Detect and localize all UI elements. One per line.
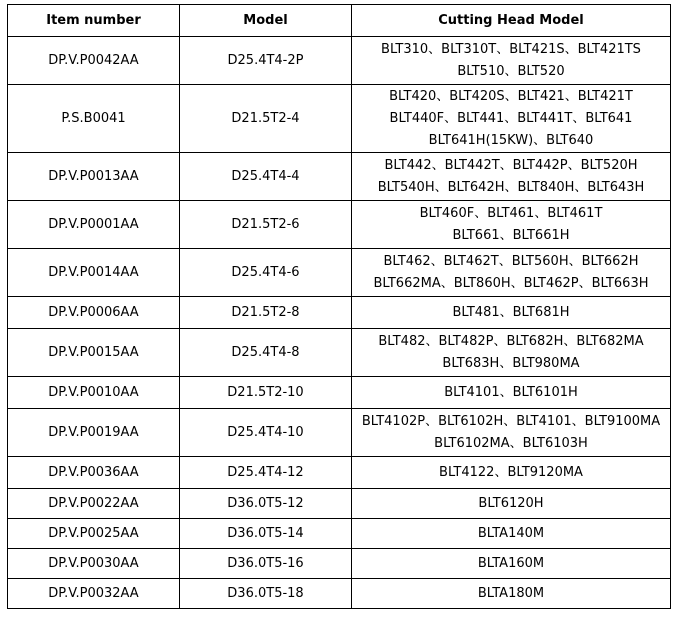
cutting-head-line: BLT540H、BLT642H、BLT840H、BLT643H: [377, 179, 645, 195]
item-number-cell: DP.V.P0042AA: [8, 37, 180, 85]
item-number-cell: DP.V.P0022AA: [8, 489, 180, 519]
model-cell: D25.4T4-4: [180, 153, 352, 201]
table-row: [8, 85, 671, 153]
cutting-head-cell: [352, 85, 671, 153]
cutting-head-line: BLT481、BLT681H: [452, 304, 570, 320]
specification-table: [7, 4, 671, 609]
item-number-cell: DP.V.P0001AA: [8, 201, 180, 249]
table-row: [8, 579, 671, 609]
cutting-head-cell: [352, 489, 671, 519]
item-number-cell: DP.V.P0030AA: [8, 549, 180, 579]
model-cell: D25.4T4-10: [180, 409, 352, 457]
cutting-head-line: BLTA180M: [477, 585, 545, 601]
table-row: [8, 249, 671, 297]
cutting-head-line: BLT662MA、BLT860H、BLT462P、BLT663H: [373, 275, 649, 291]
cutting-head-line: BLT440F、BLT441、BLT441T、BLT641: [389, 110, 633, 126]
cutting-head-line: BLT442、BLT442T、BLT442P、BLT520H: [384, 157, 638, 173]
item-number-cell: DP.V.P0036AA: [8, 457, 180, 489]
model-cell: D21.5T2-8: [180, 297, 352, 329]
cutting-head-line: BLT460F、BLT461、BLT461T: [419, 205, 603, 221]
cutting-head-line: BLT683H、BLT980MA: [442, 355, 580, 371]
table-row: [8, 549, 671, 579]
table-row: [8, 153, 671, 201]
item-number-cell: DP.V.P0019AA: [8, 409, 180, 457]
table-body: [8, 37, 671, 609]
header-item-number: Item number: [8, 5, 180, 37]
item-number-cell: P.S.B0041: [8, 85, 180, 153]
table-row: [8, 37, 671, 85]
cutting-head-line: BLT641H(15KW)、BLT640: [428, 132, 594, 148]
item-number-cell: DP.V.P0013AA: [8, 153, 180, 201]
cutting-head-line: BLT462、BLT462T、BLT560H、BLT662H: [383, 253, 639, 269]
cutting-head-cell: [352, 377, 671, 409]
cutting-head-line: BLT4101、BLT6101H: [444, 384, 578, 400]
table-row: [8, 329, 671, 377]
table-row: [8, 377, 671, 409]
cutting-head-line: BLT4102P、BLT6102H、BLT4101、BLT9100MA: [361, 413, 661, 429]
cutting-head-cell: [352, 409, 671, 457]
table-row: [8, 489, 671, 519]
cutting-head-cell: [352, 153, 671, 201]
table-row: [8, 409, 671, 457]
cutting-head-cell: [352, 37, 671, 85]
model-cell: D21.5T2-10: [180, 377, 352, 409]
model-cell: D36.0T5-18: [180, 579, 352, 609]
model-cell: D21.5T2-4: [180, 85, 352, 153]
model-cell: D36.0T5-12: [180, 489, 352, 519]
cutting-head-line: BLTA160M: [477, 555, 545, 571]
header-cutting-head-model: Cutting Head Model: [352, 5, 671, 37]
table-row: [8, 519, 671, 549]
cutting-head-cell: [352, 249, 671, 297]
cutting-head-cell: [352, 549, 671, 579]
cutting-head-cell: [352, 297, 671, 329]
cutting-head-line: BLT510、BLT520: [457, 63, 565, 79]
cutting-head-cell: [352, 579, 671, 609]
cutting-head-line: BLT310、BLT310T、BLT421S、BLT421TS: [381, 41, 641, 57]
cutting-head-cell: [352, 329, 671, 377]
table-row: [8, 201, 671, 249]
header-row: [8, 5, 671, 37]
item-number-cell: DP.V.P0015AA: [8, 329, 180, 377]
cutting-head-cell: [352, 519, 671, 549]
cutting-head-line: BLTA140M: [477, 525, 545, 541]
cutting-head-line: BLT6102MA、BLT6103H: [434, 435, 588, 451]
item-number-cell: DP.V.P0025AA: [8, 519, 180, 549]
table-row: [8, 297, 671, 329]
cutting-head-cell: [352, 457, 671, 489]
model-cell: D21.5T2-6: [180, 201, 352, 249]
item-number-cell: DP.V.P0032AA: [8, 579, 180, 609]
cutting-head-line: BLT482、BLT482P、BLT682H、BLT682MA: [378, 333, 644, 349]
table-row: [8, 457, 671, 489]
cutting-head-line: BLT661、BLT661H: [452, 227, 570, 243]
cutting-head-line: BLT420、BLT420S、BLT421、BLT421T: [389, 88, 633, 104]
header-model: Model: [180, 5, 352, 37]
model-cell: D25.4T4-6: [180, 249, 352, 297]
cutting-head-cell: [352, 201, 671, 249]
cutting-head-line: BLT4122、BLT9120MA: [439, 464, 583, 480]
item-number-cell: DP.V.P0010AA: [8, 377, 180, 409]
model-cell: D25.4T4-8: [180, 329, 352, 377]
item-number-cell: DP.V.P0014AA: [8, 249, 180, 297]
item-number-cell: DP.V.P0006AA: [8, 297, 180, 329]
model-cell: D25.4T4-2P: [180, 37, 352, 85]
cutting-head-line: BLT6120H: [478, 495, 544, 511]
model-cell: D25.4T4-12: [180, 457, 352, 489]
model-cell: D36.0T5-14: [180, 519, 352, 549]
model-cell: D36.0T5-16: [180, 549, 352, 579]
